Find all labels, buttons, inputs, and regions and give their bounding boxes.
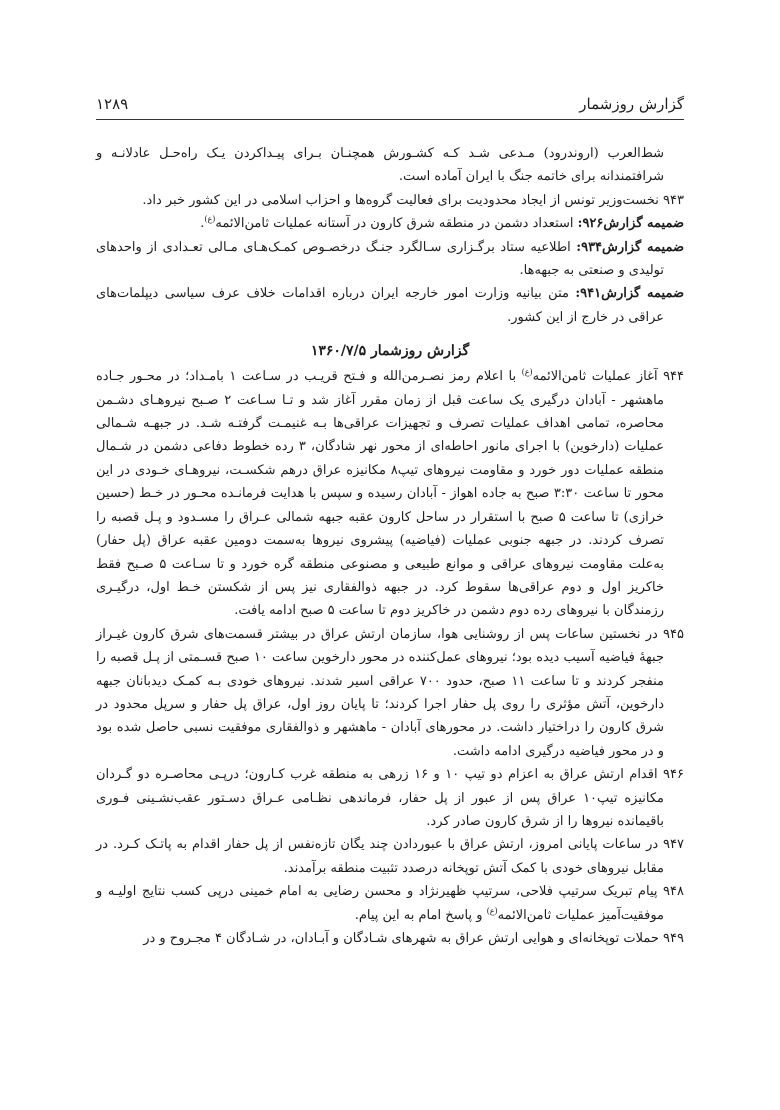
entry-tail: و پاسخ امام به این پیام. [354,907,487,923]
entry-946 [96,763,684,833]
entry-number: ۹۴۹ [663,931,684,946]
entry-text: با اعلام رمز نصـرمن‌الله و فـتح قریـب در سـاعت ۱ بامـداد؛ در محـور جـاده ماهشهر - آبادان درگیری یک ساعت قبل از زمان مقرر آغاز شد و تـا سـاعت ۲ صـبح نیروهـای دشـمن محاصره، تمامی اهداف عملیات تصرف و تجهیزات عراقی‌ها بـه غنیمـت گرفتـه شـد. در جبهـه شـمالی عملیات (دارخوین) با اجرای مانور احاطه‌ای از محور نهر شادگان، ۳ رده خطوط دفاعی دشمن در شـمال منطقه عملیات دور خورد و مقاومت نیروهای تیپ۸ مکانیزه عراق درهم شکسـت، نیروهـای خـودی در این محور تا ساعت ۳:۳۰ صبح به جاده اهواز - آبادان رسیده و سپس با هدایت فرمانـده محـور در خـط (حسین خرازی) تا ساعت ۵ صبح با استقرار در ساحل کارون عقبه جبهه شمالی عـراق را مسـدود و پـل قصبه را تصرف کردند. در جبهه جنوبی عملیات (فیاضیه) پیشروی نیروها به‌سمت دومین عقبه عراق (پل حفار) به‌علت مقاومت نیروهای عراقی و موانع طبیعی و مصنوعی منطقه گره خورد و تا سـاعت ۵ صـبح فقط خاکریز اول و دوم عراقی‌ها سقوط کرد. در جبهه ذوالفقاری نیز پس از شکستن خـط اول، درگیـری رزمندگان با نیروهای رده دوم دشمن در خاکریز دوم تا ساعت ۵ صبح ادامه یافت. [96,369,665,619]
appendix-label: ضمیمه گزارش۹۳۴: [576,239,685,255]
honorific-superscript: (ع) [521,367,533,377]
entry-text: در ساعات پایانی امروز، ارتش عراق با عبوردادن چند یگان تازه‌نفس از پل حفار اقدام به پاتـک کـرد. در مقابل نیروهای خودی با کمک آتش توپخانه درصدد تثبیت منطقه برآمدند. [96,837,664,876]
continuation-text: شط‌العرب (اروندرود) مـدعی شـد کـه کشـورش همچنـان بـرای پیـداکردن یـک راه‌حـل عادلانـه و شرافتمندانه برای خاتمه جنگ با ایران آماده است. [96,146,664,185]
appendix-text: متن بیانیه وزارت امور خارجه ایران درباره اقدامات خلاف عرف سیاسی دیپلمات‌های عراقی در خارج از این کشور. [96,286,664,325]
appendix-934 [96,236,684,283]
entry-text: حملات توپخانه‌ای و هوایی ارتش عراق به شهرهای شـادگان و آبـادان، در شـادگان ۴ مجـروح و در [143,931,664,946]
entry-text: اقدام ارتش عراق به اعزام دو تیپ ۱۰ و ۱۶ زرهی به منطقه غرب کـارون؛ درپـی محاصـره دو گـردان مکانیزه تیپ۱۰ عراق پس از عبور از پل حفار، فرماندهی نظـامی عـراق دسـتور عقب‌نشـینی فـوری باقیمانده نیروها را از شرق کارون صادر کرد. [96,767,664,829]
entry-number: ۹۴۷ [663,837,684,853]
continuation-paragraph [96,142,684,189]
entry-947 [96,833,684,880]
entry-text: نخست‌وزیر تونس از ایجاد محدودیت برای فعالیت گروه‌ها و احزاب اسلامی در این کشور خبر داد. [142,192,664,208]
entry-lead: آغاز عملیات ثامن‌الائمه [532,369,664,385]
running-title: گزارش روزشمار [579,95,684,113]
entry-944 [96,365,684,622]
entry-number: ۹۴۳ [663,192,684,208]
entry-948 [96,880,684,927]
page-body [96,142,684,950]
section-title: گزارش روزشمار ۱۳۶۰/۷/۵ [310,343,470,360]
honorific-superscript: (ع) [204,214,216,224]
entry-text: پیام تبریک سرتیپ فلاحی، سرتیپ ظهیرنژاد و محسن رضایی به امام خمینی درپی کسب نتایج اولیـه و موفقیت‌آمیز عملیات ثامن‌الائمه [96,884,664,923]
entry-number: ۹۴۴ [663,369,685,385]
appendix-text: استعداد دشمن در منطقه شرق کارون در آستانه عملیات ثامن‌الائمه [215,216,578,232]
entry-945 [96,623,684,763]
honorific-superscript: (ع) [486,906,498,916]
entry-text: در نخستین ساعات پس از روشنایی هوا، سازمان ارتش عراق در بیشتر قسمت‌های شرق کارون غیـراز جبههٔ فیاضیه آسیب دیده بود؛ نیروهای عمل‌کننده در محور دارخوین ساعت ۱۰ صبح قسـمتی از پـل قصبه را منفجر کردند و تا ساعت ۱۱ صبح، حدود ۷۰۰ عراقی اسیر شدند. نیروهای خودی بـه کمـک دیدبانان جبهه دارخوین، آتش مؤثری را روی پل حفار اجرا کردند؛ تا پایان روز اول، عراق پل حفار و سرپل محدود در شرق کارون را دراختیار داشت. در محورهای آبادان - ماهشهر و ذوالفقاری موفقیت نسبی حاصل شده بود و در محور فیاضیه درگیری ادامه داشت. [96,626,664,759]
appendix-text: اطلاعیه ستاد برگـزاری سـالگرد جنـگ درخصـوص کمـک‌هـای مـالی تعـدادی از واحدهای تولیدی و صنعتی به جبهه‌ها. [96,239,664,279]
entry-943 [96,189,684,212]
entry-number: ۹۴۵ [663,626,684,642]
entry-number: ۹۴۶ [663,767,684,783]
running-header [96,93,684,120]
appendix-label: ضمیمه گزارش۹۴۱: [575,286,685,302]
appendix-tail: . [200,216,205,232]
appendix-941 [96,282,684,329]
entry-949 [96,927,684,950]
entry-number: ۹۴۸ [663,884,684,900]
appendix-label: ضمیمه گزارش۹۲۶: [577,216,684,232]
appendix-926 [96,212,684,235]
page-number: ۱۲۸۹ [96,95,129,113]
